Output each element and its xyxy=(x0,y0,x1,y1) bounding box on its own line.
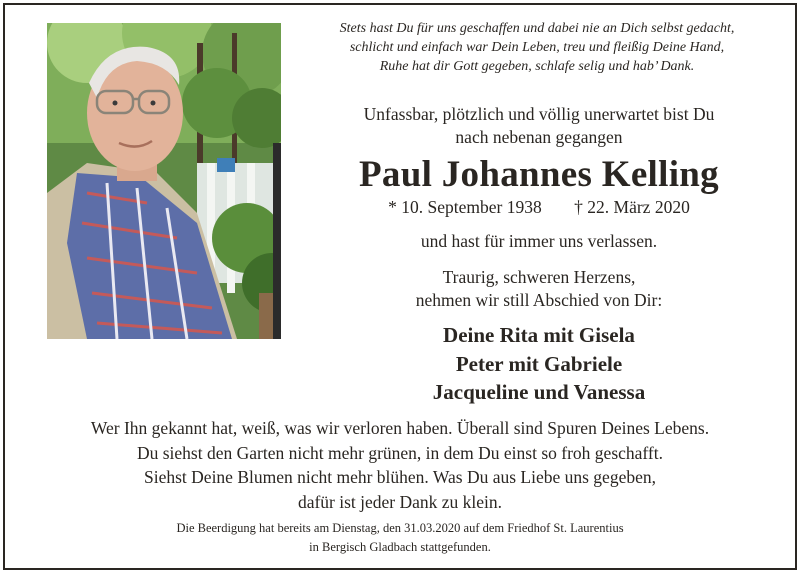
portrait-photo xyxy=(47,23,281,339)
farewell-text xyxy=(300,266,778,312)
life-dates xyxy=(300,196,778,219)
farewell-line: nehmen wir still Abschied von Dir: xyxy=(415,290,663,310)
death-date: † 22. März 2020 xyxy=(574,197,690,217)
intro-line: nach nebenan gegangen xyxy=(455,127,623,147)
poem xyxy=(292,19,782,76)
mourners-list xyxy=(300,321,778,407)
birth-date: * 10. September 1938 xyxy=(388,197,542,217)
memorial-verse xyxy=(20,416,780,514)
left-line: und hast für immer uns verlassen. xyxy=(420,231,658,251)
funeral-line: in Bergisch Gladbach stattgefunden. xyxy=(309,540,491,554)
farewell-line: Traurig, schweren Herzens, xyxy=(442,267,636,287)
verse-line: Wer Ihn gekannt hat, weiß, was wir verloren haben. Überall sind Spuren Deines Lebens. xyxy=(90,418,710,438)
verse-line: Du siehst den Garten nicht mehr grünen, in dem Du einst so froh geschafft. xyxy=(136,442,663,463)
poem-line: schlicht und einfach war Dein Leben, treu und fleißig Deine Hand, xyxy=(349,40,725,55)
deceased-name: Paul Johannes Kelling xyxy=(359,154,719,195)
mourner: Jacqueline und Vanessa xyxy=(432,380,646,404)
intro-line: Unfassbar, plötzlich und völlig unerwartet bist Du xyxy=(363,104,715,124)
intro-text xyxy=(300,103,778,149)
mourner: Peter mit Gabriele xyxy=(455,351,623,376)
poem-line: Stets hast Du für uns geschaffen und dabei nie an Dich selbst gedacht, xyxy=(339,21,735,36)
poem-line: Ruhe hat dir Gott gegeben, schlafe selig und hab’ Dank. xyxy=(379,59,695,74)
mourner: Deine Rita mit Gisela xyxy=(443,323,635,347)
verse-line: dafür ist jeder Dank zu klein. xyxy=(297,491,503,512)
verse-line: Siehst Deine Blumen nicht mehr blühen. Was Du aus Liebe uns gegeben, xyxy=(144,467,656,487)
funeral-note xyxy=(60,519,740,557)
funeral-line: Die Beerdigung hat bereits am Dienstag, den 31.03.2020 auf dem Friedhof St. Laurentius xyxy=(176,521,624,535)
